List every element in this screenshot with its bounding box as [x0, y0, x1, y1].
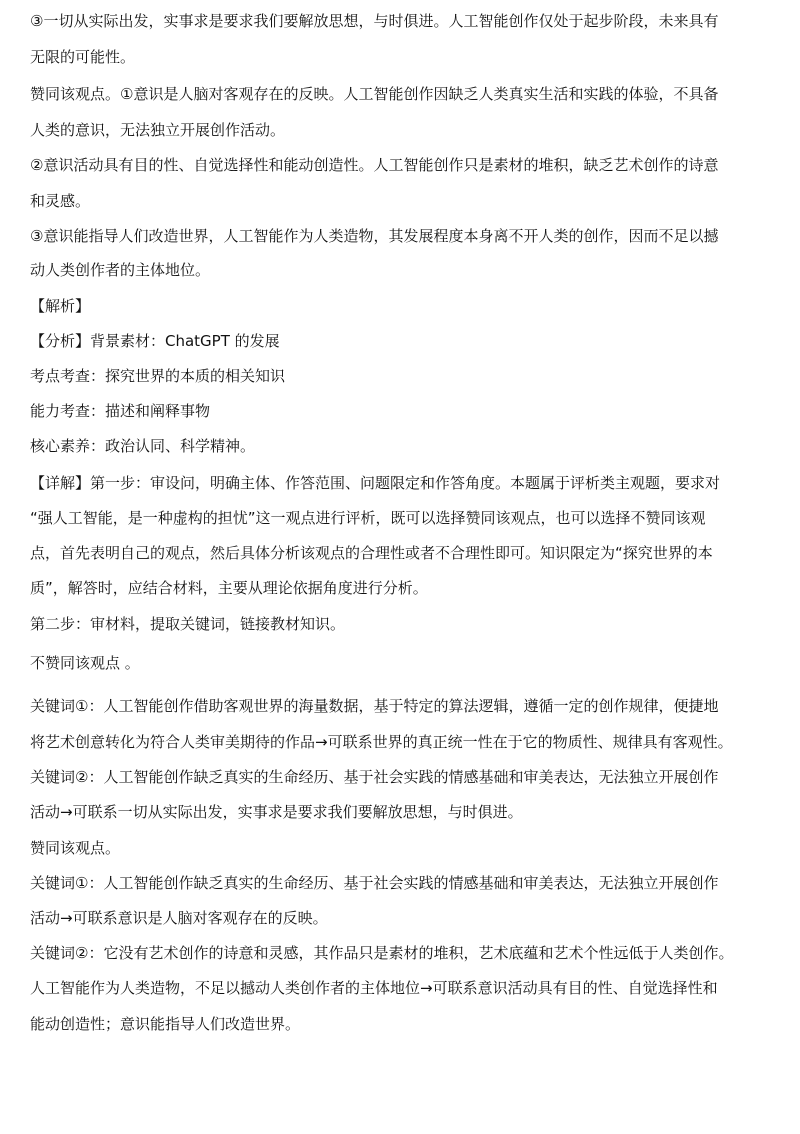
text-line-14: 【详解】第一步：审设问，明确主体、作答范围、问题限定和作答角度。本题属于评析类主观题，要求对 [30, 474, 721, 492]
section-heading-analysis: 【解析】 [30, 297, 91, 315]
text-line-26: 活动→可联系意识是人脑对客观存在的反映。 [30, 909, 328, 927]
text-line-6: 和灵感。 [30, 192, 91, 210]
text-line-25: 关键词①：人工智能创作缺乏真实的生命经历、基于社会实践的情感基础和审美表达，无法独立开展创作 [30, 874, 719, 892]
text-line-20: 关键词①：人工智能创作借助客观世界的海量数据，基于特定的算法逻辑，遵循一定的创作规律，便捷地 [30, 697, 719, 715]
text-line-3: 赞同该观点。①意识是人脑对客观存在的反映。人工智能创作因缺乏人类真实生活和实践的体验，不具备 [30, 85, 719, 103]
text-line-2: 无限的可能性。 [30, 48, 136, 66]
text-line-5: ②意识活动具有目的性、自觉选择性和能动创造性。人工智能创作只是素材的堆积，缺乏艺术创作的诗意 [30, 156, 719, 174]
text-line-13: 核心素养：政治认同、科学精神。 [30, 437, 256, 455]
text-line-16: 点，首先表明自己的观点，然后具体分析该观点的合理性或者不合理性即可。知识限定为“探究世界的本 [30, 544, 713, 562]
text-line-23: 活动→可联系一切从实际出发，实事求是要求我们要解放思想，与时俱进。 [30, 803, 523, 821]
text-line-4: 人类的意识，无法独立开展创作活动。 [30, 121, 286, 139]
text-line-18: 第二步：审材料，提取关键词，链接教材知识。 [30, 615, 346, 633]
text-line-21: 将艺术创意转化为符合人类审美期待的作品→可联系世界的真正统一性在于它的物质性、规律具有客观性。 [30, 733, 733, 751]
text-line-7: ③意识能指导人们改造世界，人工智能作为人类造物，其发展程度本身离不开人类的创作，因而不足以撼 [30, 227, 719, 245]
text-line-28: 人工智能作为人类造物，不足以撼动人类创作者的主体地位→可联系意识活动具有目的性、自觉选择性和 [30, 979, 718, 997]
text-line-10: 【分析】背景素材：ChatGPT 的发展 [30, 332, 280, 350]
text-line-11: 考点考查：探究世界的本质的相关知识 [30, 367, 286, 385]
text-line-12: 能力考查：描述和阐释事物 [30, 402, 211, 420]
text-line-8: 动人类创作者的主体地位。 [30, 261, 211, 279]
text-line-24: 赞同该观点。 [30, 839, 121, 857]
text-line-15: “强人工智能，是一种虚构的担忧”这一观点进行评析，既可以选择赞同该观点，也可以选择不赞同该观 [30, 509, 706, 527]
text-line-19: 不赞同该观点 。 [30, 654, 140, 672]
text-line-1: ③一切从实际出发，实事求是要求我们要解放思想，与时俱进。人工智能创作仅处于起步阶段，未来具有 [30, 12, 719, 30]
text-line-27: 关键词②：它没有艺术创作的诗意和灵感，其作品只是素材的堆积，艺术底蕴和艺术个性远低于人类创作。 [30, 944, 734, 962]
text-line-29: 能动创造性；意识能指导人们改造世界。 [30, 1015, 301, 1033]
text-line-22: 关键词②：人工智能创作缺乏真实的生命经历、基于社会实践的情感基础和审美表达，无法独立开展创作 [30, 768, 719, 786]
text-line-17: 质”，解答时，应结合材料，主要从理论依据角度进行分析。 [30, 579, 428, 597]
